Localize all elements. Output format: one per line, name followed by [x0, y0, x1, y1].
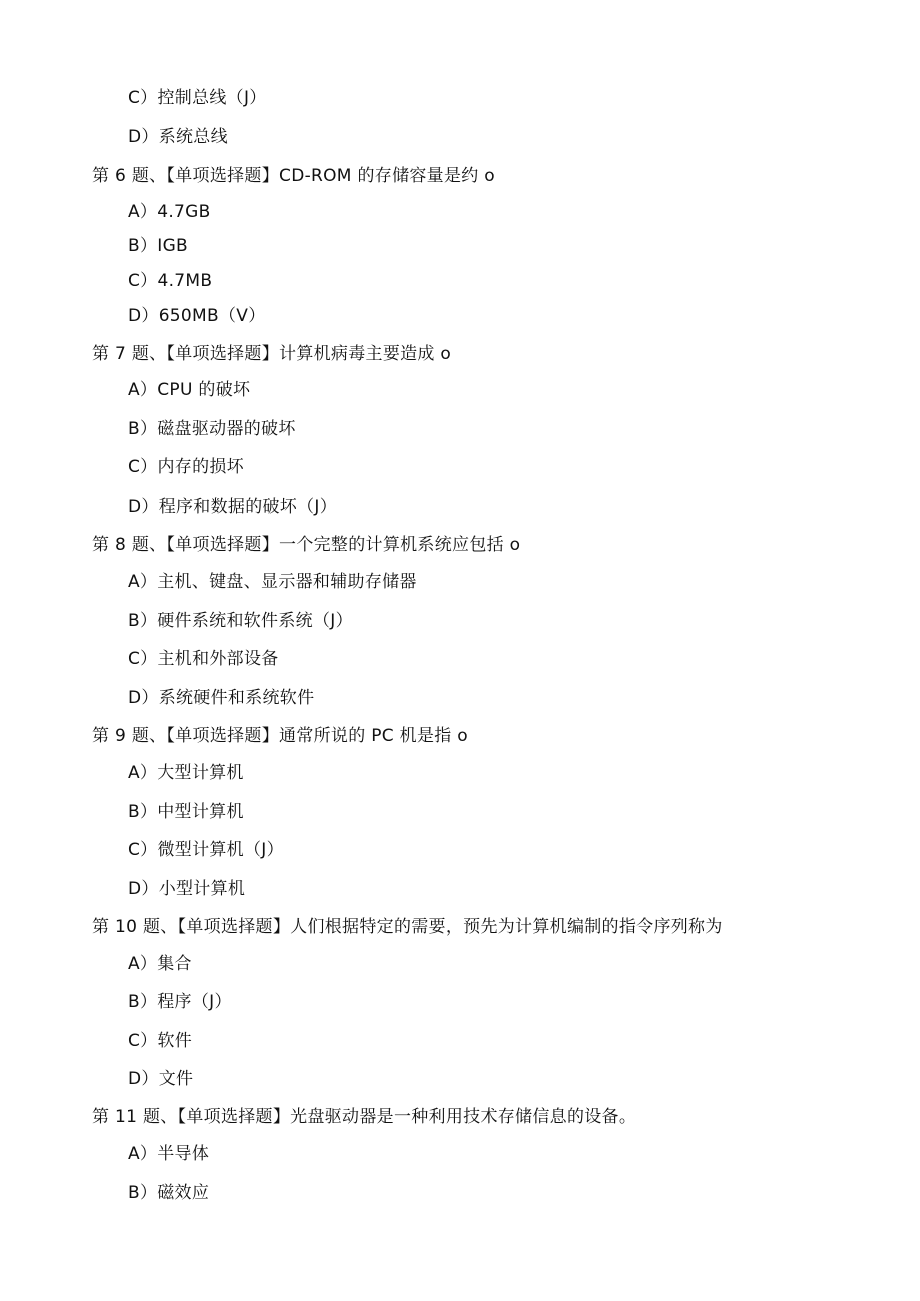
option-line: A）半导体: [128, 1144, 210, 1164]
option-line: D）650MB（V）: [128, 306, 266, 326]
option-line: A）主机、键盘、显示器和辅助存储器: [128, 572, 417, 592]
question-header: 第 8 题、【单项选择题】一个完整的计算机系统应包括 o: [92, 535, 521, 555]
question-header: 第 6 题、【单项选择题】CD-ROM 的存储容量是约 o: [92, 166, 495, 186]
option-line: A）大型计算机: [128, 763, 244, 783]
option-line: C）内存的损坏: [128, 457, 244, 477]
question-header: 第 10 题、【单项选择题】人们根据特定的需要，预先为计算机编制的指令序列称为: [92, 917, 723, 937]
option-line: D）系统总线: [128, 127, 228, 147]
option-line: C）主机和外部设备: [128, 649, 279, 669]
option-line: B）磁盘驱动器的破坏: [128, 419, 296, 439]
option-line: C）4.7MB: [128, 271, 213, 291]
option-line: A）4.7GB: [128, 202, 211, 222]
option-line: B）中型计算机: [128, 802, 244, 822]
option-line: B）硬件系统和软件系统（J）: [128, 611, 353, 631]
question-header: 第 7 题、【单项选择题】计算机病毒主要造成 o: [92, 344, 452, 364]
option-line: C）微型计算机（J）: [128, 840, 284, 860]
option-line: A）集合: [128, 954, 192, 974]
option-line: D）文件: [128, 1069, 194, 1089]
question-header: 第 11 题、【单项选择题】光盘驱动器是一种利用技术存储信息的设备。: [92, 1107, 637, 1127]
option-line: B）程序（J）: [128, 992, 232, 1012]
option-line: D）小型计算机: [128, 879, 246, 899]
option-line: D）系统硬件和系统软件: [128, 688, 315, 708]
question-header: 第 9 题、【单项选择题】通常所说的 PC 机是指 o: [92, 726, 468, 746]
option-line: B）磁效应: [128, 1183, 210, 1203]
option-line: B）IGB: [128, 236, 189, 256]
option-line: D）程序和数据的破坏（J）: [128, 497, 338, 517]
option-line: C）控制总线（J）: [128, 88, 267, 108]
option-line: A）CPU 的破坏: [128, 380, 251, 400]
option-line: C）软件: [128, 1031, 193, 1051]
